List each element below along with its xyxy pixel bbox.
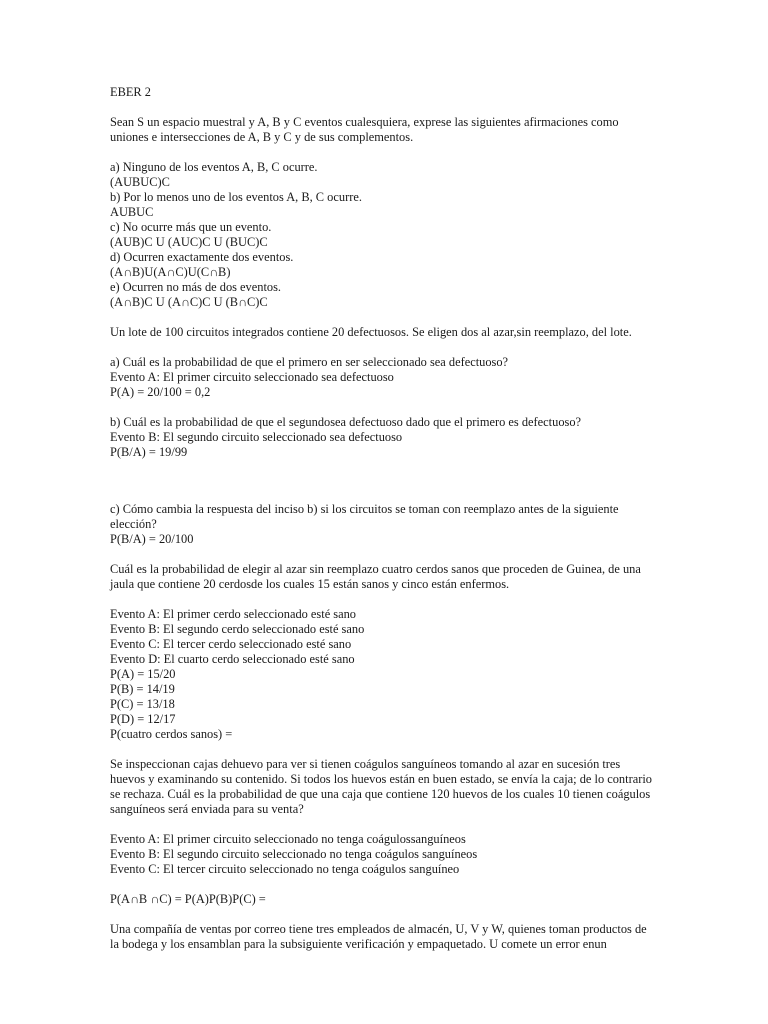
set-ops-line: (A∩B)U(A∩C)U(C∩B) bbox=[110, 265, 231, 279]
huevos-formula: P(A∩B ∩C) = P(A)P(B)P(C) = bbox=[110, 892, 266, 906]
set-ops-line: e) Ocurren no más de dos eventos. bbox=[110, 280, 282, 294]
document-body bbox=[110, 85, 655, 952]
set-ops-line: b) Por lo menos uno de los eventos A, B, C ocurre. bbox=[110, 190, 362, 204]
cerdos-paragraph: Cuál es la probabilidad de elegir al azar sin reemplazo cuatro cerdos sanos que proceden de Guinea, de una jaula que contiene 20 cerdosde los cuales 15 están sanos y cinco están enfermos. bbox=[110, 562, 644, 591]
set-ops-line: a) Ninguno de los eventos A, B, C ocurre. bbox=[110, 160, 318, 174]
lote-c-question: c) Cómo cambia la respuesta del inciso b) si los circuitos se toman con reemplazo antes de la siguiente elección? bbox=[110, 502, 622, 531]
lote-a-line: P(A) = 20/100 = 0,2 bbox=[110, 385, 211, 399]
cerdos-line: P(C) = 13/18 bbox=[110, 697, 175, 711]
cerdos-line: Evento D: El cuarto cerdo seleccionado esté sano bbox=[110, 652, 355, 666]
cerdos-line: Evento C: El tercer cerdo seleccionado esté sano bbox=[110, 637, 352, 651]
cerdos-line: Evento B: El segundo cerdo seleccionado esté sano bbox=[110, 622, 365, 636]
cerdos-line: P(D) = 12/17 bbox=[110, 712, 176, 726]
compania-paragraph: Una compañía de ventas por correo tiene tres empleados de almacén, U, V y W, quienes toman productos de la bodega y los ensamblan para la subsiguiente verificación y empaquetado. U comete un error enun bbox=[110, 922, 650, 951]
lote-b-line: Evento B: El segundo circuito seleccionado sea defectuoso bbox=[110, 430, 403, 444]
cerdos-line: P(cuatro cerdos sanos) = bbox=[110, 727, 233, 741]
huevos-line: Evento C: El tercer circuito seleccionado no tenga coágulos sanguíneo bbox=[110, 862, 460, 876]
set-ops-line: (A∩B)C U (A∩C)C U (B∩C)C bbox=[110, 295, 268, 309]
set-ops-line: d) Ocurren exactamente dos eventos. bbox=[110, 250, 294, 264]
intro-paragraph: Sean S un espacio muestral y A, B y C eventos cualesquiera, exprese las siguientes afirmaciones como uniones e intersecciones de A, B y C y de sus complementos. bbox=[110, 115, 622, 144]
lote-c-answer: P(B/A) = 20/100 bbox=[110, 532, 194, 546]
set-ops-line: c) No ocurre más que un evento. bbox=[110, 220, 272, 234]
huevos-line: Evento A: El primer circuito seleccionado no tenga coágulossanguíneos bbox=[110, 832, 466, 846]
cerdos-line: P(B) = 14/19 bbox=[110, 682, 175, 696]
huevos-paragraph: Se inspeccionan cajas dehuevo para ver si tienen coágulos sanguíneos tomando al azar en sucesión tres huevos y examinando su contenido. Si todos los huevos están en buen estado, se envía la caja; de lo contrario se rechaza. Cuál es la probabilidad de que una caja que contiene 120 huevos de los cuales 10 tienen coágulos sanguíneos será enviada para su venta? bbox=[110, 757, 656, 816]
cerdos-line: Evento A: El primer cerdo seleccionado esté sano bbox=[110, 607, 357, 621]
lote-a-line: a) Cuál es la probabilidad de que el primero en ser seleccionado sea defectuoso? bbox=[110, 355, 509, 369]
cerdos-line: P(A) = 15/20 bbox=[110, 667, 176, 681]
set-ops-line: AUBUC bbox=[110, 205, 154, 219]
set-ops-line: (AUB)C U (AUC)C U (BUC)C bbox=[110, 235, 268, 249]
lote-b-line: P(B/A) = 19/99 bbox=[110, 445, 188, 459]
huevos-line: Evento B: El segundo circuito seleccionado no tenga coágulos sanguíneos bbox=[110, 847, 478, 861]
lote-b-line: b) Cuál es la probabilidad de que el segundosea defectuoso dado que el primero es defectuoso? bbox=[110, 415, 582, 429]
lote-a-line: Evento A: El primer circuito seleccionado sea defectuoso bbox=[110, 370, 394, 384]
document-title: EBER 2 bbox=[110, 85, 151, 99]
lote-paragraph: Un lote de 100 circuitos integrados contiene 20 defectuosos. Se eligen dos al azar,sin reemplazo, del lote. bbox=[110, 325, 632, 339]
set-ops-line: (AUBUC)C bbox=[110, 175, 170, 189]
